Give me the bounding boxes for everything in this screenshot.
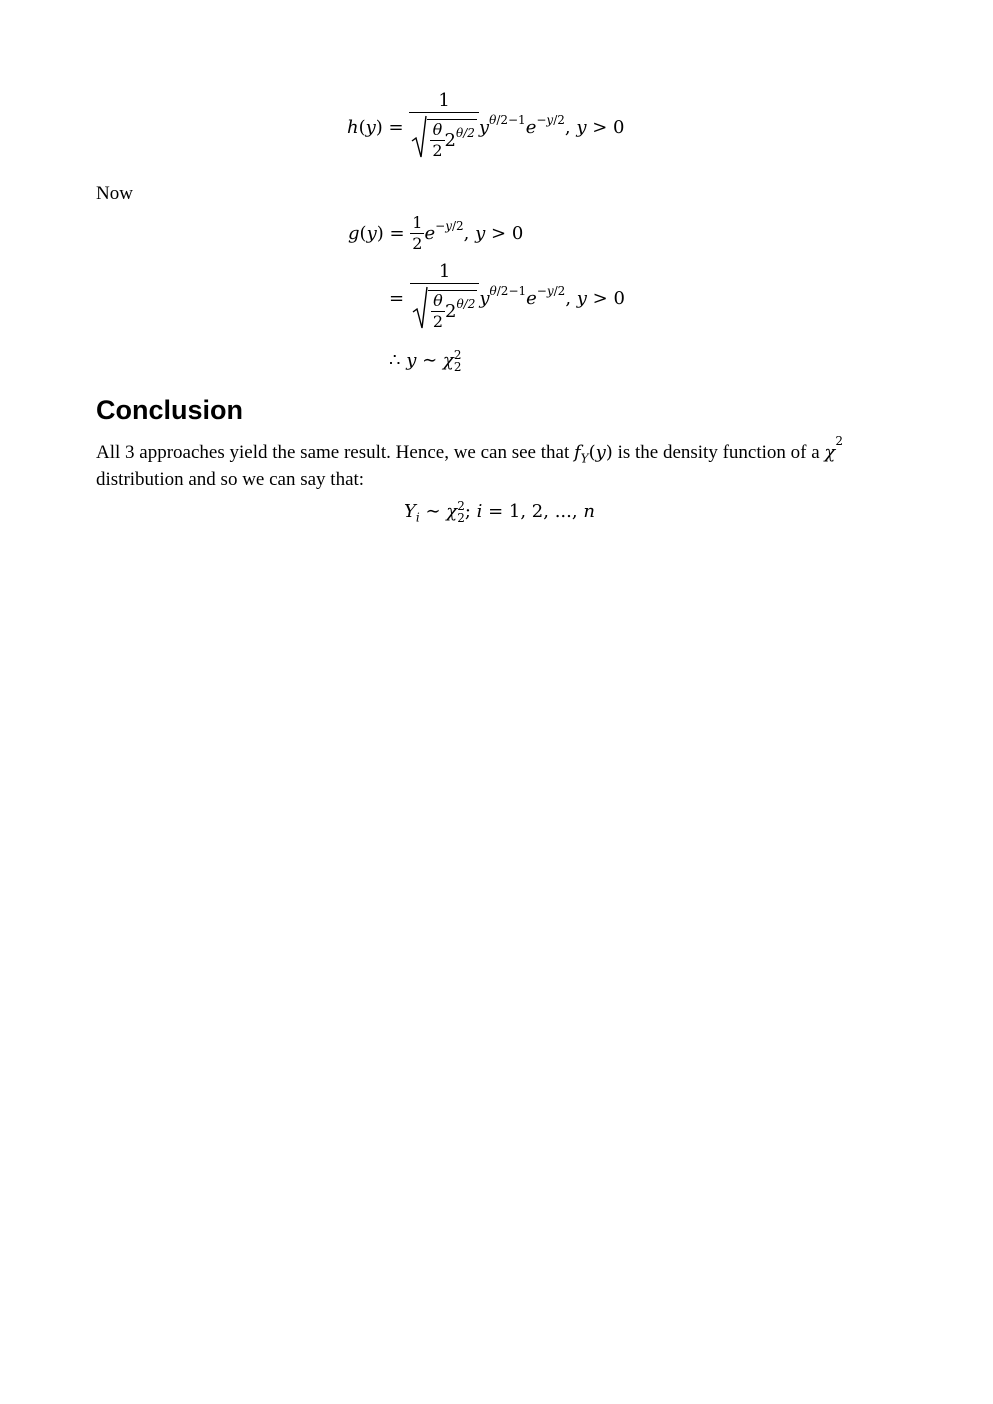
equation-g-second-line: = 1 $\frac{\theta}{2}$ $2^{\theta/2}$ $y^{\theta/2-1}e^{-y/2}$, y > 0 <box>389 263 625 334</box>
conclusion-paragraph: All 3 approaches yield the same result. Hence, we can see that $f_Y(y)$ is the density function of a $\chi^2$ distribution and so we can say that: <box>96 434 843 490</box>
equation-h-of-y: h ( y ) = 1 $\frac{\theta}{2}$ $2^{\theta/2}$ $y^{\theta/2-1}e^{-y/2}$, y > 0 <box>347 92 624 163</box>
equation-g-of-y: g ( y ) = $\frac{1}{2}$ $e^{-y/2}$, y > 0 <box>348 213 524 253</box>
g-fraction: 1 $\frac{\theta}{2}$ $2^{\theta/2}$ <box>410 263 480 334</box>
word-now: Now <box>96 183 133 204</box>
paragraph-text-1: All 3 approaches yield the same result. Hence, we can see that <box>96 442 570 463</box>
equation-therefore-chi-squared: ∴ y ∼ χ 2 2 <box>389 348 462 374</box>
paragraph-text-2: is the density function of a <box>617 442 820 463</box>
sqrt-symbol: $\frac{\theta}{2}$ $2^{\theta/2}$ <box>411 115 477 159</box>
equation-yi-chi-squared: $Y_i$ ∼ χ 2 2 ; i = 1, 2, ..., n <box>404 499 595 525</box>
section-heading-conclusion: Conclusion <box>96 395 243 425</box>
h-fraction: 1 $\frac{\theta}{2}$ $2^{\theta/2}$ <box>409 92 479 163</box>
paragraph-text-3: distribution and so we can say that: <box>96 469 365 490</box>
